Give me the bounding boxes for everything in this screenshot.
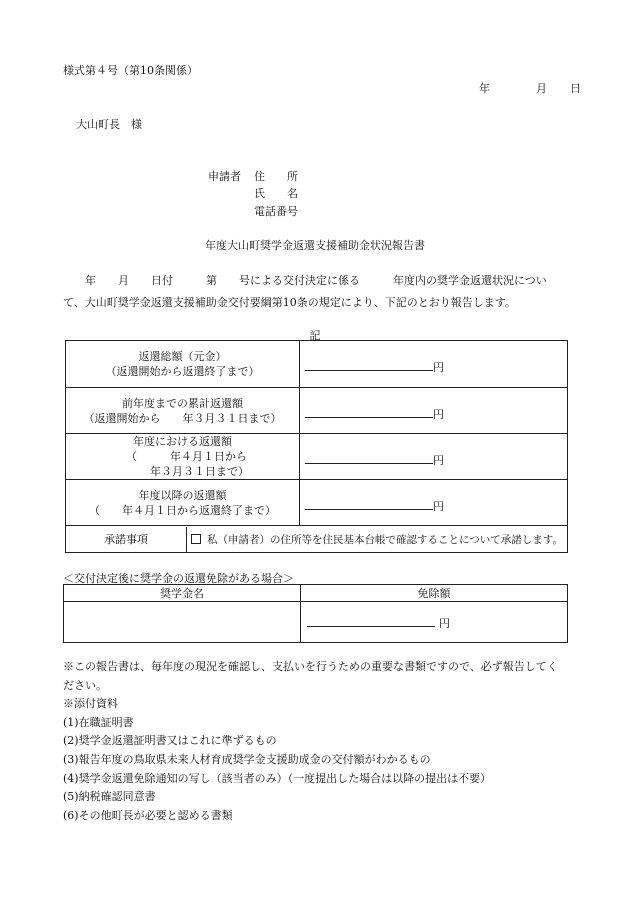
amount-underline	[305, 370, 433, 371]
date-field	[479, 80, 581, 96]
amount-underline	[307, 626, 435, 627]
future-repayment-label: 年度以降の返還額 （ 年４月１日から返還終了まで）	[66, 480, 300, 526]
yen-unit: 円	[433, 361, 444, 374]
ki-marker: 記	[309, 329, 321, 342]
table-row	[66, 388, 568, 434]
amount-underline	[305, 417, 433, 418]
col-exemption-amount: 免除額	[301, 585, 568, 602]
attachment-item: (1)在職証明書	[63, 715, 134, 729]
current-year-repayment-label: 年度における返還額 （ 年４月１日から 年３月３１日まで）	[66, 434, 300, 480]
table-row	[66, 341, 568, 388]
total-repayment-label: 返還総額（元金） （返還開始から返還終了まで）	[66, 341, 300, 388]
date-month: 月	[536, 82, 547, 95]
document-title: 年度大山町奨学金返還支援補助金状況報告書	[205, 239, 425, 252]
body-line-2: て、大山町奨学金返還支援補助金交付要綱第10条の規定により、下記のとおり報告します。	[63, 296, 516, 309]
yen-unit: 円	[433, 408, 444, 421]
amount-underline	[305, 463, 433, 464]
applicant-address-label: 住 所	[254, 170, 298, 183]
applicant-label: 申請者	[208, 170, 241, 183]
form-number: 様式第４号（第10条関係）	[63, 64, 198, 77]
cumulative-repayment-label: 前年度までの累計返還額 （返還開始から 年３月３１日まで）	[66, 388, 300, 434]
yen-unit: 円	[433, 500, 444, 513]
yen-unit: 円	[439, 617, 450, 630]
total-repayment-amount[interactable]	[300, 341, 568, 388]
attachment-item: (4)奨学金返還免除通知の写し（該当者のみ）（一度提出した場合は以降の提出は不要）	[63, 771, 492, 785]
notes-section	[63, 658, 573, 825]
current-year-repayment-amount[interactable]	[300, 434, 568, 480]
attachment-item: (6)その他町長が必要と認める書類	[63, 808, 233, 822]
applicant-name-label: 氏 名	[254, 187, 298, 200]
date-day: 日	[570, 82, 581, 95]
future-repayment-amount[interactable]	[300, 480, 568, 526]
table-row	[64, 602, 568, 643]
body-paragraph	[63, 270, 569, 314]
exemption-table	[63, 584, 568, 643]
consent-text: 私（申請者）の住所等を住民基本台帳で確認することについて承諾します。	[207, 533, 563, 546]
addressee: 大山町長 様	[76, 118, 142, 131]
note-line-1: ※この報告書は、毎年度の現況を確認し、支払いを行うための重要な書類ですので、必ず報告してく	[63, 660, 558, 673]
col-scholarship-name: 奨学金名	[64, 585, 301, 602]
exemption-heading: ＜交付決定後に奨学金の返還免除がある場合＞	[63, 572, 294, 585]
cumulative-repayment-amount[interactable]	[300, 388, 568, 434]
table-row	[64, 585, 568, 602]
exemption-amount-cell[interactable]	[301, 602, 568, 643]
consent-checkbox[interactable]	[191, 534, 201, 544]
report-table	[65, 340, 568, 553]
attachment-item: (5)納税確認同意書	[63, 790, 156, 804]
body-line-1: 年 月 日付 第 号による交付決定に係る 年度内の奨学金返還状況につい	[63, 274, 547, 287]
amount-underline	[305, 509, 433, 510]
applicant-phone-label: 電話番号	[254, 205, 298, 218]
attachment-item: (2)奨学金返還証明書又はこれに準ずるもの	[63, 734, 277, 748]
attachment-item: (3)報告年度の鳥取県未来人材育成奨学金支援助成金の交付額がわかるもの	[63, 752, 431, 766]
note-line-2: ださい。	[63, 678, 107, 692]
table-row	[66, 434, 568, 480]
consent-row	[187, 527, 568, 552]
table-row	[66, 526, 568, 553]
attachments-heading: ※添付資料	[63, 697, 118, 711]
scholarship-name-cell[interactable]	[64, 602, 301, 643]
table-row	[66, 480, 568, 526]
yen-unit: 円	[433, 454, 444, 467]
date-year: 年	[479, 82, 490, 95]
consent-label: 承諾事項	[66, 527, 187, 552]
